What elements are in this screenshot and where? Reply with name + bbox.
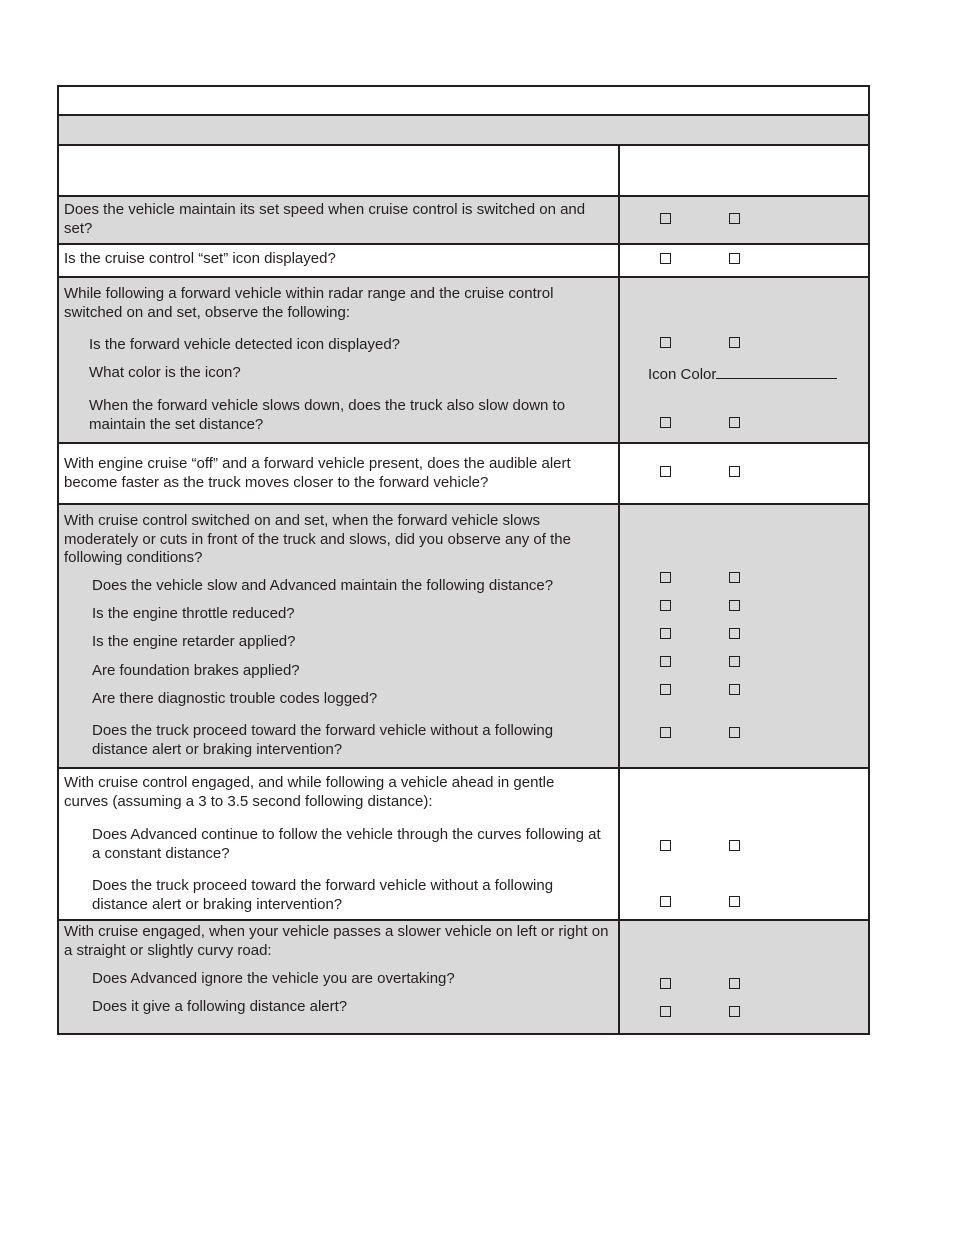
- question-text: [64, 285, 553, 322]
- text-line: When the forward vehicle slows down, does the truck also slow down to: [89, 397, 566, 414]
- checkbox-no[interactable]: [729, 840, 740, 851]
- text-line: Does the truck proceed toward the forward vehicle without a following: [92, 877, 554, 894]
- question-text: [64, 512, 571, 568]
- checkbox-no[interactable]: [729, 466, 740, 477]
- text-line: Does the truck proceed toward the forward vehicle without a following: [92, 722, 554, 739]
- text-line: distance alert or braking intervention?: [92, 740, 343, 758]
- checkbox-yes[interactable]: [660, 978, 671, 989]
- sub-question-3: Is the engine retarder applied?: [92, 633, 296, 650]
- question-text: [64, 923, 608, 960]
- text-line: become faster as the truck moves closer to the forward vehicle?: [64, 473, 489, 491]
- section-header-row: [57, 116, 870, 146]
- column-header-row: [57, 146, 870, 197]
- form-title-row: [57, 85, 870, 116]
- sub-question-4: Are foundation brakes applied?: [92, 662, 300, 679]
- text-line: following conditions?: [64, 549, 203, 567]
- question-text: Is the cruise control “set” icon displayed?: [64, 250, 336, 267]
- checkbox-yes[interactable]: [660, 253, 671, 264]
- checkbox-yes[interactable]: [660, 1006, 671, 1017]
- text-line: While following a forward vehicle within radar range and the cruise control: [64, 285, 554, 302]
- question-row-3: [57, 278, 870, 444]
- sub-question-3: [89, 397, 565, 434]
- checkbox-no[interactable]: [729, 896, 740, 907]
- question-row-4: [57, 444, 870, 505]
- column-divider: [618, 505, 620, 767]
- text-line: With engine cruise “off” and a forward vehicle present, does the audible alert: [64, 455, 571, 472]
- text-line: maintain the set distance?: [89, 415, 264, 433]
- text-line: With cruise control engaged, and while following a vehicle ahead in gentle: [64, 774, 555, 791]
- column-divider: [618, 444, 620, 503]
- sub-question-2: Is the engine throttle reduced?: [92, 605, 295, 622]
- sub-question-2: Does it give a following distance alert?: [92, 998, 348, 1015]
- icon-color-field[interactable]: [648, 364, 837, 383]
- column-divider: [618, 278, 620, 442]
- checklist-form: [57, 85, 870, 1035]
- checkbox-yes[interactable]: [660, 628, 671, 639]
- question-text: [64, 201, 585, 238]
- checkbox-yes[interactable]: [660, 466, 671, 477]
- text-line: Does the vehicle maintain its set speed when cruise control is switched on and: [64, 201, 586, 218]
- checkbox-no[interactable]: [729, 628, 740, 639]
- checkbox-no[interactable]: [729, 337, 740, 348]
- sub-question-2: What color is the icon?: [89, 364, 241, 381]
- sub-question-6: [92, 722, 553, 759]
- checkbox-yes[interactable]: [660, 600, 671, 611]
- question-row-7: [57, 921, 870, 1035]
- column-divider: [618, 245, 620, 276]
- sub-question-1: Is the forward vehicle detected icon displayed?: [89, 336, 401, 353]
- checkbox-yes[interactable]: [660, 896, 671, 907]
- question-text: [64, 774, 554, 811]
- checkbox-no[interactable]: [729, 656, 740, 667]
- checkbox-no[interactable]: [729, 1006, 740, 1017]
- checkbox-yes[interactable]: [660, 572, 671, 583]
- checkbox-yes[interactable]: [660, 213, 671, 224]
- text-line: With cruise engaged, when your vehicle passes a slower vehicle on left or right on: [64, 923, 609, 940]
- checkbox-no[interactable]: [729, 417, 740, 428]
- column-divider: [618, 921, 620, 1033]
- column-divider: [618, 769, 620, 919]
- checkbox-no[interactable]: [729, 600, 740, 611]
- sub-question-1: [92, 826, 601, 863]
- column-divider: [618, 146, 620, 195]
- text-line: moderately or cuts in front of the truck and slows, did you observe any of the: [64, 530, 571, 548]
- checkbox-yes[interactable]: [660, 656, 671, 667]
- question-row-5: [57, 505, 870, 769]
- question-row-2: [57, 245, 870, 278]
- checkbox-no[interactable]: [729, 684, 740, 695]
- icon-color-label: Icon Color: [648, 366, 717, 383]
- text-line: curves (assuming a 3 to 3.5 second following distance):: [64, 792, 433, 810]
- question-row-1: [57, 197, 870, 245]
- text-line: Does Advanced continue to follow the vehicle through the curves following at: [92, 826, 601, 843]
- checkbox-yes[interactable]: [660, 727, 671, 738]
- question-row-6: [57, 769, 870, 921]
- text-line: a constant distance?: [92, 844, 230, 862]
- text-line: distance alert or braking intervention?: [92, 895, 343, 913]
- sub-question-5: Are there diagnostic trouble codes logged?: [92, 690, 378, 707]
- checkbox-yes[interactable]: [660, 417, 671, 428]
- checkbox-yes[interactable]: [660, 684, 671, 695]
- checkbox-yes[interactable]: [660, 337, 671, 348]
- text-line: With cruise control switched on and set, when the forward vehicle slows: [64, 512, 541, 529]
- column-divider: [618, 197, 620, 243]
- sub-question-2: [92, 877, 553, 914]
- checkbox-yes[interactable]: [660, 840, 671, 851]
- icon-color-blank[interactable]: [716, 364, 837, 379]
- text-line: switched on and set, observe the following:: [64, 303, 351, 321]
- question-text: [64, 455, 571, 492]
- checkbox-no[interactable]: [729, 978, 740, 989]
- checkbox-no[interactable]: [729, 253, 740, 264]
- text-line: a straight or slightly curvy road:: [64, 941, 272, 959]
- checkbox-no[interactable]: [729, 727, 740, 738]
- checkbox-no[interactable]: [729, 213, 740, 224]
- sub-question-1: Does the vehicle slow and Advanced maintain the following distance?: [92, 577, 554, 594]
- checkbox-no[interactable]: [729, 572, 740, 583]
- sub-question-1: Does Advanced ignore the vehicle you are overtaking?: [92, 970, 455, 987]
- text-line: set?: [64, 219, 93, 237]
